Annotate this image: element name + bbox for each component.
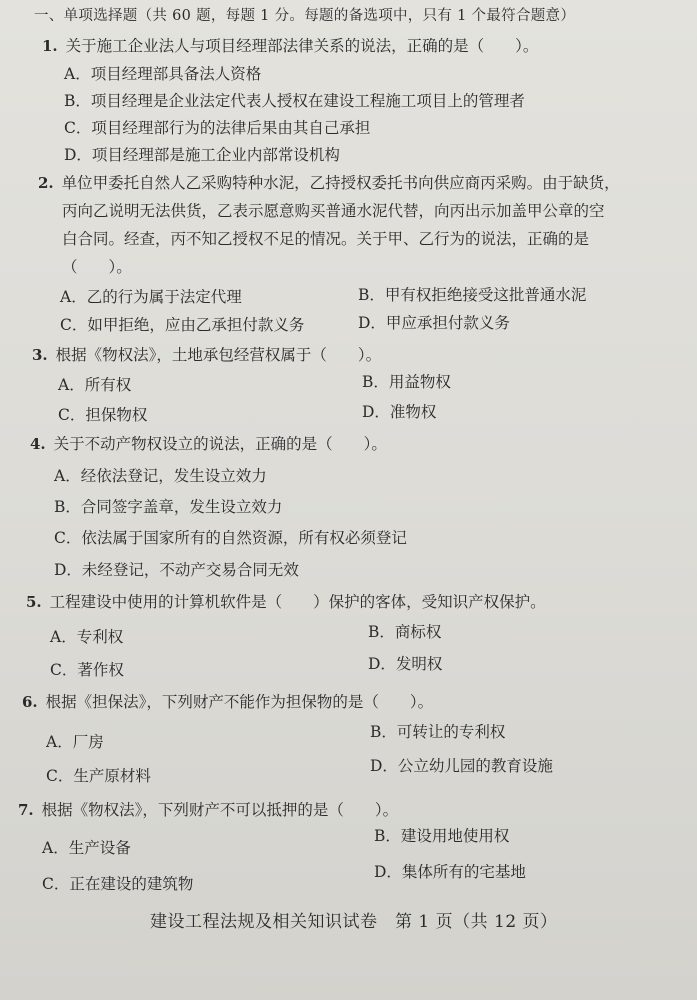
question-stem-line: 工程建设中使用的计算机软件是（ ）保护的客体，受知识产权保护。: [49, 593, 546, 611]
option-d: D．公立幼儿园的教育设施: [370, 757, 553, 775]
question-number: 6.: [22, 693, 38, 711]
option-d: D．项目经理部是施工企业内部常设机构: [64, 146, 340, 164]
option-b: B．可转让的专利权: [370, 723, 506, 741]
question-3-stem: [32, 345, 381, 365]
option-b: B．合同签字盖章，发生设立效力: [54, 498, 283, 516]
option-c: C．正在建设的建筑物: [42, 875, 194, 893]
question-stem-line: 关于施工企业法人与项目经理部法律关系的说法，正确的是（ ）。: [65, 37, 539, 55]
option-d: D．准物权: [362, 403, 437, 421]
question-stem-line: 关于不动产物权设立的说法，正确的是（ ）。: [53, 435, 387, 453]
option-c: C．项目经理部行为的法律后果由其自己承担: [64, 119, 371, 137]
question-4-stem: [30, 434, 387, 454]
option-c: C．担保物权: [58, 406, 148, 424]
question-stem-line: （ ）。: [62, 258, 132, 276]
question-stem-line: 根据《物权法》，土地承包经营权属于（ ）。: [55, 346, 382, 364]
question-stem-line: 根据《担保法》，下列财产不能作为担保物的是（ ）。: [45, 693, 434, 711]
option-c: C．如甲拒绝，应由乙承担付款义务: [60, 316, 305, 334]
option-b: B．商标权: [368, 623, 442, 641]
question-5-stem: [26, 592, 546, 612]
option-a: A．所有权: [58, 376, 132, 394]
option-d: D．甲应承担付款义务: [358, 314, 510, 332]
option-d: D．未经登记，不动产交易合同无效: [54, 561, 299, 579]
question-6-stem: [22, 692, 433, 712]
option-b: B．项目经理是企业法定代表人授权在建设工程施工项目上的管理者: [64, 92, 525, 110]
option-c: C．依法属于国家所有的自然资源，所有权必须登记: [54, 529, 407, 547]
question-2-stem: [38, 173, 620, 193]
question-1-stem: [42, 36, 538, 56]
question-stem-line: 丙向乙说明无法供货，乙表示愿意购买普通水泥代替，向丙出示加盖甲公章的空: [62, 202, 605, 220]
question-number: 1.: [42, 37, 58, 55]
question-stem-line: 根据《物权法》，下列财产不可以抵押的是（ ）。: [41, 801, 399, 819]
option-c: C．著作权: [50, 661, 124, 679]
question-number: 2.: [38, 174, 54, 192]
option-c: C．生产原材料: [46, 767, 151, 785]
page-footer: 建设工程法规及相关知识试卷 第 1 页（共 12 页）: [150, 912, 558, 932]
question-number: 3.: [32, 346, 48, 364]
option-a: A．项目经理部具备法人资格: [64, 65, 262, 83]
option-b: B．建设用地使用权: [374, 827, 510, 845]
option-d: D．发明权: [368, 655, 443, 673]
section-title: 一、单项选择题（共 60 题，每题 1 分。每题的备选项中，只有 1 个最符合题意）: [34, 8, 576, 24]
question-stem-line: 单位甲委托自然人乙采购特种水泥，乙持授权委托书向供应商丙采购。由于缺货，: [61, 174, 620, 192]
question-number: 7.: [18, 801, 34, 819]
question-stem-line: 白合同。经查，丙不知乙授权不足的情况。关于甲、乙行为的说法，正确的是: [62, 230, 590, 248]
option-a: A．经依法登记，发生设立效力: [54, 467, 267, 485]
option-a: A．乙的行为属于法定代理: [60, 288, 242, 306]
option-b: B．用益物权: [362, 373, 451, 391]
option-a: A．专利权: [50, 628, 124, 646]
question-number: 5.: [26, 593, 42, 611]
question-number: 4.: [30, 435, 46, 453]
option-d: D．集体所有的宅基地: [374, 863, 526, 881]
question-7-stem: [18, 800, 398, 820]
option-b: B．甲有权拒绝接受这批普通水泥: [358, 286, 587, 304]
option-a: A．生产设备: [42, 839, 131, 857]
option-a: A．厂房: [46, 733, 104, 751]
